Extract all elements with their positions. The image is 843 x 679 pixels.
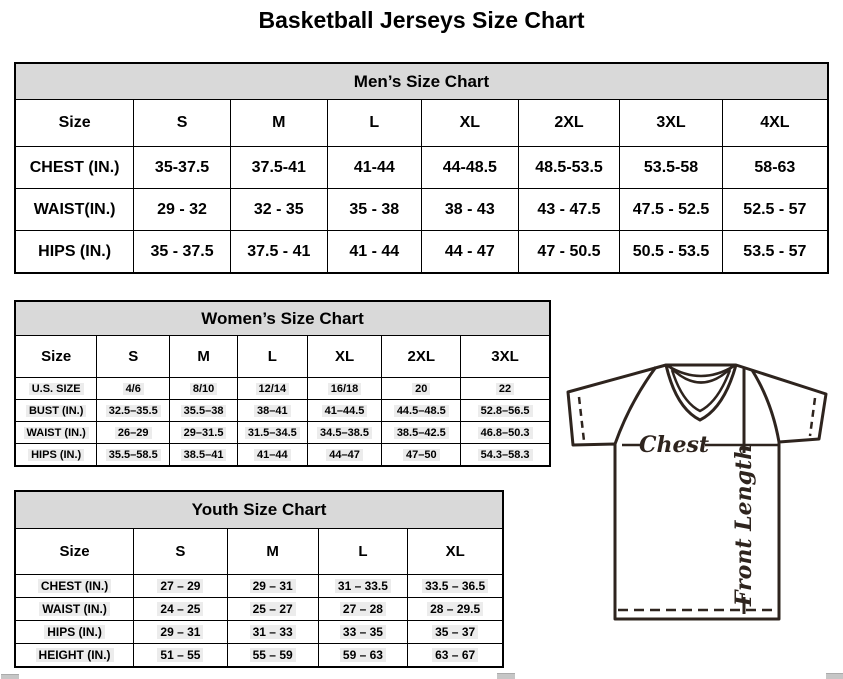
cell: 41–44: [238, 444, 308, 467]
cell: 44 - 47: [421, 231, 518, 274]
cell: 24 – 25: [134, 598, 228, 621]
cell: 32 - 35: [230, 189, 327, 231]
cell: 28 – 29.5: [408, 598, 503, 621]
selection-handle-right: [826, 673, 843, 679]
chest-label: Chest: [638, 432, 710, 458]
row-label: WAIST(IN.): [15, 189, 134, 231]
row-label: CHEST (IN.): [15, 575, 134, 598]
cell: 35 - 38: [327, 189, 421, 231]
cell: 41-44: [327, 147, 421, 189]
cell: 44.5–48.5: [382, 400, 461, 422]
womens-col-header-l: L: [238, 336, 308, 378]
cell: 58-63: [722, 147, 828, 189]
cell: 48.5-53.5: [518, 147, 620, 189]
youth-size-chart-table: [14, 490, 504, 668]
front-length-label: Front Length: [731, 443, 757, 607]
cell: 54.3–58.3: [461, 444, 550, 467]
mens-col-header-l: L: [327, 100, 421, 147]
selection-handle-middle: [497, 673, 515, 679]
cell: 35.5–38: [170, 400, 238, 422]
mens-col-header-m: M: [230, 100, 327, 147]
table-row: [15, 422, 550, 444]
womens-col-header-m: M: [170, 336, 238, 378]
row-label: HIPS (IN.): [15, 621, 134, 644]
cell: 52.8–56.5: [461, 400, 550, 422]
cell: 37.5-41: [230, 147, 327, 189]
cell: 20: [382, 378, 461, 400]
left-cuff-stitch: [579, 397, 584, 441]
row-label: HIPS (IN.): [15, 444, 97, 467]
cell: 41 - 44: [327, 231, 421, 274]
cell: 53.5-58: [620, 147, 722, 189]
cell: 38.5–41: [170, 444, 238, 467]
cell: 35.5–58.5: [97, 444, 170, 467]
cell: 47–50: [382, 444, 461, 467]
jersey-measurement-diagram-icon: [556, 352, 843, 645]
cell: 33.5 – 36.5: [408, 575, 503, 598]
cell: 4/6: [97, 378, 170, 400]
mens-col-header-3xl: 3XL: [620, 100, 722, 147]
cell: 44–47: [307, 444, 382, 467]
right-sleeve-seam: [752, 370, 779, 442]
cell: 38–41: [238, 400, 308, 422]
cell: 47.5 - 52.5: [620, 189, 722, 231]
cell: 50.5 - 53.5: [620, 231, 722, 274]
cell: 35 – 37: [408, 621, 503, 644]
cell: 31 – 33.5: [318, 575, 408, 598]
womens-col-header-2xl: 2XL: [382, 336, 461, 378]
table-row: [15, 444, 550, 467]
cell: 51 – 55: [134, 644, 228, 668]
table-row: [15, 231, 828, 274]
table-row: [15, 575, 503, 598]
cell: 63 – 67: [408, 644, 503, 668]
cell: 35 - 37.5: [134, 231, 231, 274]
table-row: [15, 147, 828, 189]
cell: 25 – 27: [227, 598, 318, 621]
mens-size-chart-table: [14, 62, 829, 274]
cell: 35-37.5: [134, 147, 231, 189]
youth-col-header-l: L: [318, 529, 408, 575]
table-row: [15, 644, 503, 668]
youth-col-header-s: S: [134, 529, 228, 575]
cell: 41–44.5: [307, 400, 382, 422]
row-label: CHEST (IN.): [15, 147, 134, 189]
womens-col-header-s: S: [97, 336, 170, 378]
jersey-outline: [568, 365, 826, 619]
cell: 29–31.5: [170, 422, 238, 444]
mens-col-header-4xl: 4XL: [722, 100, 828, 147]
cell: 59 – 63: [318, 644, 408, 668]
cell: 37.5 - 41: [230, 231, 327, 274]
youth-col-header-xl: XL: [408, 529, 503, 575]
table-row: [15, 598, 503, 621]
mens-col-header-s: S: [134, 100, 231, 147]
cell: 27 – 29: [134, 575, 228, 598]
cell: 33 – 35: [318, 621, 408, 644]
cell: 29 – 31: [227, 575, 318, 598]
cell: 31 – 33: [227, 621, 318, 644]
mens-col-header-2xl: 2XL: [518, 100, 620, 147]
row-label: U.S. SIZE: [15, 378, 97, 400]
row-label: BUST (IN.): [15, 400, 97, 422]
cell: 38 - 43: [421, 189, 518, 231]
cell: 43 - 47.5: [518, 189, 620, 231]
row-label: HEIGHT (IN.): [15, 644, 134, 668]
table-row: [15, 189, 828, 231]
womens-col-header-size: Size: [15, 336, 97, 378]
table-row: [15, 621, 503, 644]
cell: 55 – 59: [227, 644, 318, 668]
cell: 38.5–42.5: [382, 422, 461, 444]
cell: 29 - 32: [134, 189, 231, 231]
cell: 26–29: [97, 422, 170, 444]
youth-col-header-m: M: [227, 529, 318, 575]
selection-handle-left: [1, 674, 19, 679]
womens-col-header-3xl: 3XL: [461, 336, 550, 378]
row-label: HIPS (IN.): [15, 231, 134, 274]
cell: 27 – 28: [318, 598, 408, 621]
cell: 53.5 - 57: [722, 231, 828, 274]
row-label: WAIST (IN.): [15, 422, 97, 444]
cell: 32.5–35.5: [97, 400, 170, 422]
cell: 31.5–34.5: [238, 422, 308, 444]
cell: 16/18: [307, 378, 382, 400]
mens-col-header-xl: XL: [421, 100, 518, 147]
table-row: [15, 400, 550, 422]
cell: 52.5 - 57: [722, 189, 828, 231]
youth-table-title: Youth Size Chart: [15, 491, 503, 529]
table-row: [15, 378, 550, 400]
womens-col-header-xl: XL: [307, 336, 382, 378]
cell: 34.5–38.5: [307, 422, 382, 444]
cell: 12/14: [238, 378, 308, 400]
right-cuff-stitch: [810, 398, 815, 436]
cell: 47 - 50.5: [518, 231, 620, 274]
page-title: Basketball Jerseys Size Chart: [258, 7, 585, 33]
youth-col-header-size: Size: [15, 529, 134, 575]
womens-table-title: Women’s Size Chart: [15, 301, 550, 336]
mens-table-title: Men’s Size Chart: [15, 63, 828, 100]
cell: 22: [461, 378, 550, 400]
cell: 46.8–50.3: [461, 422, 550, 444]
mens-col-header-size: Size: [15, 100, 134, 147]
cell: 29 – 31: [134, 621, 228, 644]
womens-size-chart-table: [14, 300, 551, 467]
cell: 8/10: [170, 378, 238, 400]
row-label: WAIST (IN.): [15, 598, 134, 621]
cell: 44-48.5: [421, 147, 518, 189]
